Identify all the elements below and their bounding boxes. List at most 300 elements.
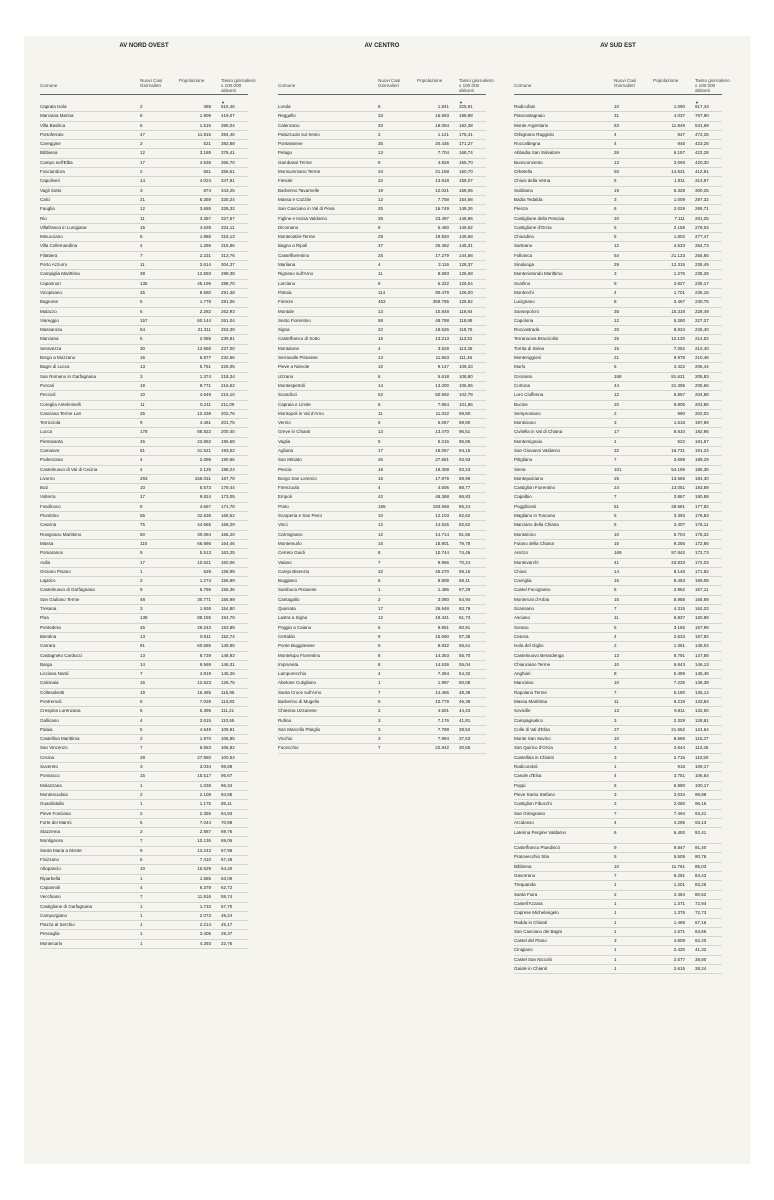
tasso-value: 299,38 bbox=[221, 271, 235, 277]
popolazione-value: 2.085 bbox=[199, 336, 211, 342]
tasso-value: 420,30 bbox=[695, 159, 709, 165]
nuovi-casi-value: 45 bbox=[140, 438, 146, 444]
tasso-value: 154,68 bbox=[459, 196, 473, 202]
comune-name: Riparbella bbox=[40, 875, 61, 881]
tasso-value: 200,40 bbox=[221, 429, 235, 435]
comune-name: Semproniano bbox=[514, 410, 541, 416]
table-row bbox=[278, 187, 486, 196]
nuovi-casi-value: 9 bbox=[140, 847, 143, 853]
popolazione-value: 15.517 bbox=[197, 773, 211, 779]
table-row bbox=[514, 596, 722, 605]
popolazione-value: 1.489 bbox=[673, 919, 685, 925]
tasso-value: 230,75 bbox=[695, 299, 709, 305]
tasso-value: 166,20 bbox=[221, 531, 235, 537]
table-row bbox=[278, 670, 486, 679]
table-row bbox=[514, 521, 722, 530]
nuovi-casi-value: 18 bbox=[378, 466, 384, 472]
table-row bbox=[514, 763, 722, 772]
nuovi-casi-value: 1 bbox=[140, 931, 143, 937]
tasso-value: 235,49 bbox=[695, 262, 709, 268]
nuovi-casi-value: 35 bbox=[378, 215, 384, 221]
popolazione-value: 2.867 bbox=[199, 829, 211, 835]
table-row bbox=[514, 168, 722, 177]
popolazione-value: 23.497 bbox=[435, 215, 449, 221]
popolazione-value: 1.886 bbox=[199, 234, 211, 240]
popolazione-value: 12.658 bbox=[197, 345, 211, 351]
popolazione-value: 3.407 bbox=[673, 522, 685, 528]
header-comune[interactable]: Comune bbox=[514, 83, 532, 88]
nuovi-casi-value: 6 bbox=[140, 234, 143, 240]
tasso-value: 347,91 bbox=[221, 178, 235, 184]
comune-name: Pelago bbox=[278, 150, 293, 156]
tasso-value: 160,89 bbox=[695, 615, 709, 621]
table-row bbox=[278, 382, 486, 391]
tasso-value: 100,54 bbox=[221, 754, 235, 760]
tasso-value: 94,88 bbox=[221, 791, 233, 797]
nuovi-casi-value: 15 bbox=[140, 224, 146, 230]
table-row bbox=[514, 754, 722, 763]
nuovi-casi-value: 5 bbox=[140, 857, 143, 863]
tasso-value: 57,70 bbox=[221, 903, 233, 909]
nuovi-casi-value: 91 bbox=[140, 643, 146, 649]
comune-name: Ponsacco bbox=[40, 773, 60, 779]
comune-name: Terricciola bbox=[40, 420, 61, 426]
comune-name: Castellina in Chianti bbox=[514, 754, 554, 760]
table-row bbox=[278, 131, 486, 140]
tasso-value: 138,39 bbox=[695, 680, 709, 686]
tasso-value: 191,57 bbox=[695, 438, 709, 444]
popolazione-value: 2.329 bbox=[673, 717, 685, 723]
tasso-value: 235,17 bbox=[695, 280, 709, 286]
table-row bbox=[514, 900, 722, 909]
comune-name: Roccalbegna bbox=[514, 141, 541, 147]
comune-name: Gallicano bbox=[40, 717, 59, 723]
table-row bbox=[278, 475, 486, 484]
popolazione-value: 7.854 bbox=[437, 401, 449, 407]
table-row bbox=[40, 512, 248, 521]
comune-name: Rapolano Terme bbox=[514, 689, 547, 695]
nuovi-casi-value: 16 bbox=[140, 355, 146, 361]
tasso-value: 111,46 bbox=[459, 355, 473, 361]
table-row bbox=[278, 335, 486, 344]
nuovi-casi-value: 28 bbox=[140, 754, 146, 760]
nuovi-casi-value: 24 bbox=[614, 485, 620, 491]
comune-name: Campi Bisenzio bbox=[278, 568, 310, 574]
popolazione-value: 19.441 bbox=[435, 615, 449, 621]
popolazione-value: 6.837 bbox=[673, 615, 685, 621]
nuovi-casi-value: 4 bbox=[614, 141, 617, 147]
nuovi-casi-value: 2 bbox=[140, 791, 143, 797]
header-popolazione[interactable]: Popolazione bbox=[179, 78, 205, 83]
table-row bbox=[278, 512, 486, 521]
table-row bbox=[40, 679, 248, 688]
header-comune[interactable]: Comune bbox=[278, 83, 296, 88]
popolazione-value: 1.374 bbox=[199, 373, 211, 379]
comune-name: Montescudaio bbox=[40, 791, 69, 797]
comune-name: Casciana Terme Lari bbox=[40, 410, 82, 416]
popolazione-value: 15.529 bbox=[197, 866, 211, 872]
popolazione-value: 3.116 bbox=[438, 262, 449, 268]
nuovi-casi-value: 165 bbox=[378, 503, 386, 509]
comune-name: Arezzo bbox=[514, 550, 529, 556]
popolazione-value: 9.806 bbox=[673, 401, 685, 407]
tasso-value: 261,04 bbox=[221, 317, 235, 323]
table-row bbox=[40, 391, 248, 400]
table-row bbox=[40, 800, 248, 809]
comune-name: Chianciano Terme bbox=[514, 661, 551, 667]
nuovi-casi-value: 25 bbox=[378, 252, 384, 258]
tasso-value: 152,74 bbox=[221, 633, 235, 639]
comune-name: Minucciano bbox=[40, 234, 63, 240]
comune-name: Cortona bbox=[514, 382, 531, 388]
table-row bbox=[278, 224, 486, 233]
nuovi-casi-value: 10 bbox=[140, 866, 146, 872]
comune-name: Vernio bbox=[278, 420, 291, 426]
table-row bbox=[514, 844, 722, 853]
popolazione-value: 4.636 bbox=[199, 159, 211, 165]
popolazione-value: 21.662 bbox=[671, 726, 685, 732]
nuovi-casi-value: 33 bbox=[378, 122, 384, 128]
tasso-value: 237,00 bbox=[221, 345, 235, 351]
tasso-value: 318,13 bbox=[221, 234, 235, 240]
header-comune[interactable]: Comune bbox=[40, 83, 58, 88]
nuovi-casi-value: 14 bbox=[378, 382, 384, 388]
popolazione-value: 6.493 bbox=[673, 829, 685, 835]
tasso-value: 218,34 bbox=[221, 373, 235, 379]
nuovi-casi-value: 47 bbox=[140, 131, 146, 137]
popolazione-value: 847 bbox=[677, 131, 685, 137]
tasso-value: 80,52 bbox=[695, 891, 707, 897]
nuovi-casi-value: 17 bbox=[614, 429, 620, 435]
comune-name: Firenze bbox=[278, 299, 294, 305]
tasso-value: 202,02 bbox=[695, 410, 709, 416]
nuovi-casi-value: 32 bbox=[378, 568, 384, 574]
tasso-value: 177,82 bbox=[695, 503, 709, 509]
nuovi-casi-value: 7 bbox=[614, 494, 617, 500]
nuovi-casi-value: 6 bbox=[378, 420, 381, 426]
comune-name: Mulazzo bbox=[40, 308, 57, 314]
table-row bbox=[40, 131, 248, 140]
comune-name: Caprese Michelangelo bbox=[514, 910, 559, 916]
comune-name: Monteriotondo Marittimo bbox=[514, 271, 563, 277]
nuovi-casi-value: 138 bbox=[140, 615, 148, 621]
nuovi-casi-value: 1 bbox=[614, 882, 617, 888]
table-row bbox=[40, 177, 248, 186]
comune-name: Castel San Niccolò bbox=[514, 956, 553, 962]
table-row bbox=[40, 698, 248, 707]
popolazione-value: 2.108 bbox=[199, 791, 211, 797]
comune-name: Bibbiena bbox=[514, 863, 532, 869]
popolazione-value: 3.080 bbox=[437, 596, 449, 602]
tasso-value: 81,55 bbox=[459, 531, 471, 537]
popolazione-value: 18.526 bbox=[435, 327, 449, 333]
tasso-value: 206,44 bbox=[695, 364, 709, 370]
table-row bbox=[514, 965, 722, 974]
table-row bbox=[514, 345, 722, 354]
comune-name: Abbadia San Salvatore bbox=[514, 150, 561, 156]
comune-name: Monteriggioni bbox=[514, 355, 542, 361]
tasso-value: 67,48 bbox=[221, 857, 233, 863]
table-row bbox=[514, 707, 722, 716]
comune-name: Monteroni d'Arbia bbox=[514, 596, 550, 602]
header-tasso[interactable]: Tasso giornaliero x 100.000 abitanti bbox=[695, 78, 730, 94]
tasso-value: 126,54 bbox=[459, 280, 473, 286]
table-row bbox=[514, 252, 722, 261]
tasso-value: 343,25 bbox=[221, 187, 235, 193]
nuovi-casi-value: 6 bbox=[614, 178, 617, 184]
comune-name: Massa bbox=[40, 540, 54, 546]
tasso-value: 83,26 bbox=[695, 882, 707, 888]
header-popolazione[interactable]: Popolazione bbox=[417, 78, 443, 83]
comune-name: Palaia bbox=[40, 726, 53, 732]
table-row bbox=[40, 270, 248, 279]
tasso-value: 278,04 bbox=[695, 224, 709, 230]
header-nuovi-casi[interactable]: Nuovi Casi Giornalieri bbox=[614, 78, 637, 89]
tasso-value: 72,73 bbox=[695, 910, 707, 916]
comune-name: Castelfiorentino bbox=[278, 252, 310, 258]
popolazione-value: 44.565 bbox=[197, 522, 211, 528]
table-row bbox=[40, 828, 248, 837]
table-row bbox=[40, 670, 248, 679]
popolazione-value: 1.175 bbox=[199, 801, 211, 807]
nuovi-casi-value: 16 bbox=[140, 680, 146, 686]
table-row bbox=[514, 531, 722, 540]
popolazione-value: 4.819 bbox=[199, 671, 211, 677]
table-row bbox=[514, 456, 722, 465]
nuovi-casi-value: 1 bbox=[140, 875, 143, 881]
column-av-centro bbox=[278, 36, 494, 754]
popolazione-value: 916 bbox=[677, 764, 685, 770]
tasso-value: 67,16 bbox=[695, 919, 707, 925]
table-row bbox=[278, 605, 486, 614]
comune-name: Villa Collemandina bbox=[40, 243, 78, 249]
table-row bbox=[278, 679, 486, 688]
table-row bbox=[278, 614, 486, 623]
tasso-value: 58,74 bbox=[221, 894, 233, 900]
table-row bbox=[514, 928, 722, 937]
table-row bbox=[40, 308, 248, 317]
comune-name: Piancastagnaio bbox=[514, 113, 545, 119]
popolazione-value: 32.638 bbox=[197, 513, 211, 519]
tasso-value: 95,86 bbox=[459, 438, 471, 444]
comune-name: Sansepolcro bbox=[514, 308, 540, 314]
comune-name: Pieve Fosciana bbox=[40, 810, 71, 816]
table-row bbox=[40, 438, 248, 447]
table-row bbox=[40, 819, 248, 828]
tasso-value: 187,78 bbox=[221, 475, 235, 481]
comune-name: Bagnone bbox=[40, 299, 59, 305]
nuovi-casi-value: 1 bbox=[614, 956, 617, 962]
popolazione-value: 4.533 bbox=[673, 243, 685, 249]
popolazione-value: 1.585 bbox=[199, 875, 211, 881]
tasso-value: 178,41 bbox=[459, 131, 473, 137]
nuovi-casi-value: 32 bbox=[614, 447, 620, 453]
popolazione-value: 1.274 bbox=[199, 578, 211, 584]
tasso-value: 146,31 bbox=[221, 661, 235, 667]
comune-name: Asciano bbox=[514, 615, 531, 621]
comune-name: Vecchiano bbox=[40, 894, 61, 900]
sort-desc-icon[interactable]: ▼ bbox=[695, 100, 699, 105]
table-row bbox=[278, 438, 486, 447]
table-row bbox=[40, 280, 248, 289]
tasso-value: 917,43 bbox=[695, 104, 709, 109]
popolazione-value: 7.704 bbox=[437, 150, 449, 156]
popolazione-value: 1.486 bbox=[437, 587, 449, 593]
tasso-value: 146,52 bbox=[459, 224, 473, 230]
table-row bbox=[514, 503, 722, 512]
tasso-value: 239,81 bbox=[221, 336, 235, 342]
comune-name: Coreglia Antelminelli bbox=[40, 401, 81, 407]
tasso-value: 145,31 bbox=[459, 243, 473, 249]
table-row bbox=[278, 410, 486, 419]
tasso-value: 328,32 bbox=[221, 206, 235, 212]
popolazione-value: 1.733 bbox=[199, 903, 211, 909]
tasso-value: 106,64 bbox=[695, 773, 709, 779]
nuovi-casi-value: 19 bbox=[378, 187, 384, 193]
comune-name: Poggibonsi bbox=[514, 503, 537, 509]
table-row bbox=[514, 717, 722, 726]
comune-name: Siena bbox=[514, 466, 526, 472]
tasso-value: 324,11 bbox=[221, 224, 235, 230]
popolazione-value: 1.841 bbox=[437, 104, 449, 109]
tasso-value: 281,25 bbox=[695, 215, 709, 221]
popolazione-value: 16.731 bbox=[671, 447, 685, 453]
table-row bbox=[514, 853, 722, 862]
comune-name: Pienza bbox=[514, 206, 528, 212]
nuovi-casi-value: 51 bbox=[614, 503, 620, 509]
nuovi-casi-value: 5 bbox=[140, 299, 143, 305]
popolazione-value: 2.420 bbox=[673, 947, 685, 953]
tasso-value: 162,22 bbox=[695, 606, 709, 612]
nuovi-casi-value: 3 bbox=[140, 187, 143, 193]
tasso-value: 118,88 bbox=[459, 317, 473, 323]
nuovi-casi-value: 13 bbox=[378, 308, 384, 314]
tasso-value: 99,80 bbox=[459, 410, 471, 416]
nuovi-casi-value: 6 bbox=[614, 206, 617, 212]
tasso-value: 172,86 bbox=[695, 540, 709, 546]
tasso-value: 64,94 bbox=[459, 596, 471, 602]
popolazione-value: 2.125 bbox=[199, 466, 211, 472]
header-nuovi-casi[interactable]: Nuovi Casi Giornalieri bbox=[378, 78, 401, 89]
tasso-value: 214,52 bbox=[695, 336, 709, 342]
table-row bbox=[40, 856, 248, 865]
comune-name: Colle di Val d'Elsa bbox=[514, 726, 550, 732]
sort-desc-icon[interactable]: ▼ bbox=[459, 100, 463, 105]
table-row bbox=[278, 493, 486, 502]
popolazione-value: 3.405 bbox=[199, 931, 211, 937]
comune-name: Capannori bbox=[40, 280, 61, 286]
tasso-value: 56,61 bbox=[459, 643, 471, 649]
nuovi-casi-value: 4 bbox=[614, 633, 617, 639]
comune-name: Podenzana bbox=[40, 457, 63, 463]
popolazione-value: 6.843 bbox=[673, 661, 685, 667]
nuovi-casi-value: 5 bbox=[140, 819, 143, 825]
comune-name: Barberino Tavarnelle bbox=[278, 187, 320, 193]
comune-name: Orbignano Raggiolo bbox=[514, 131, 555, 137]
table-row bbox=[278, 652, 486, 661]
nuovi-casi-value: 19 bbox=[140, 382, 146, 388]
popolazione-value: 45.196 bbox=[197, 280, 211, 286]
nuovi-casi-value: 21 bbox=[140, 196, 146, 202]
comune-name: Badia Tedalda bbox=[514, 196, 543, 202]
nuovi-casi-value: 10 bbox=[614, 863, 620, 869]
sort-desc-icon[interactable]: ▼ bbox=[221, 100, 225, 105]
popolazione-value: 54.195 bbox=[671, 466, 685, 472]
tasso-value: 96,51 bbox=[459, 429, 471, 435]
popolazione-value: 6.359 bbox=[199, 196, 211, 202]
comune-name: Montevarchi bbox=[514, 559, 539, 565]
popolazione-value: 629 bbox=[203, 568, 211, 574]
comune-name: Isola del Giglio bbox=[514, 643, 544, 649]
tasso-value: 22,76 bbox=[221, 940, 233, 946]
nuovi-casi-value: 7 bbox=[614, 810, 617, 816]
header-tasso[interactable]: Tasso giornaliero x 100.000 abitanti bbox=[221, 78, 256, 94]
popolazione-value: 1.375 bbox=[673, 910, 685, 916]
comune-name: Marciano della Chiana bbox=[514, 522, 559, 528]
nuovi-casi-value: 5 bbox=[614, 854, 617, 860]
tasso-value: 48,39 bbox=[459, 689, 471, 695]
nuovi-casi-value: 168 bbox=[614, 373, 622, 379]
tasso-value: 70,98 bbox=[221, 819, 233, 825]
comune-name: Follonica bbox=[514, 252, 533, 258]
popolazione-value: 1.371 bbox=[673, 900, 685, 906]
table-row bbox=[514, 475, 722, 484]
nuovi-casi-value: 25 bbox=[614, 475, 620, 481]
nuovi-casi-value: 3 bbox=[614, 717, 617, 723]
tasso-value: 67,96 bbox=[221, 847, 233, 853]
tasso-value: 82,62 bbox=[459, 513, 471, 519]
nuovi-casi-value: 54 bbox=[614, 252, 620, 258]
tasso-value: 235,29 bbox=[695, 271, 709, 277]
comune-name: Barga bbox=[40, 661, 53, 667]
popolazione-value: 46.270 bbox=[435, 568, 449, 574]
header-nuovi-casi[interactable]: Nuovi Casi Giornalieri bbox=[140, 78, 163, 89]
nuovi-casi-value: 29 bbox=[378, 234, 384, 240]
tasso-value: 366,70 bbox=[221, 159, 235, 165]
table-row bbox=[514, 131, 722, 140]
table-row bbox=[278, 707, 486, 716]
popolazione-value: 4.657 bbox=[199, 503, 211, 509]
tasso-value: 227,27 bbox=[695, 317, 709, 323]
table-row bbox=[514, 373, 722, 382]
table-row bbox=[278, 373, 486, 382]
table-row bbox=[40, 930, 248, 939]
table-row bbox=[514, 605, 722, 614]
table-row bbox=[278, 261, 486, 270]
table-body bbox=[514, 103, 722, 974]
header-popolazione[interactable]: Popolazione bbox=[653, 78, 679, 83]
table-row bbox=[514, 466, 722, 475]
table-row bbox=[40, 261, 248, 270]
comune-name: Quarrata bbox=[278, 606, 296, 612]
popolazione-value: 874 bbox=[203, 187, 211, 193]
comune-name: Peccioli bbox=[40, 392, 56, 398]
table-row bbox=[40, 624, 248, 633]
comune-name: Pontremoli bbox=[40, 699, 62, 704]
header-tasso[interactable]: Tasso giornaliero x 100.000 abitanti bbox=[459, 78, 494, 94]
comune-name: Pietrasanta bbox=[40, 438, 63, 444]
nuovi-casi-value: 3 bbox=[378, 726, 381, 732]
table-row bbox=[514, 484, 722, 493]
tasso-value: 148,04 bbox=[695, 643, 709, 649]
comune-name: Lajatico bbox=[40, 578, 56, 584]
tasso-value: 148,93 bbox=[221, 652, 235, 658]
nuovi-casi-value: 11 bbox=[140, 215, 145, 221]
nuovi-casi-value: 6 bbox=[378, 624, 381, 630]
popolazione-value: 8.771 bbox=[199, 382, 211, 388]
comune-name: San Giuliano Terme bbox=[40, 596, 80, 602]
popolazione-value: 6.328 bbox=[673, 187, 685, 193]
